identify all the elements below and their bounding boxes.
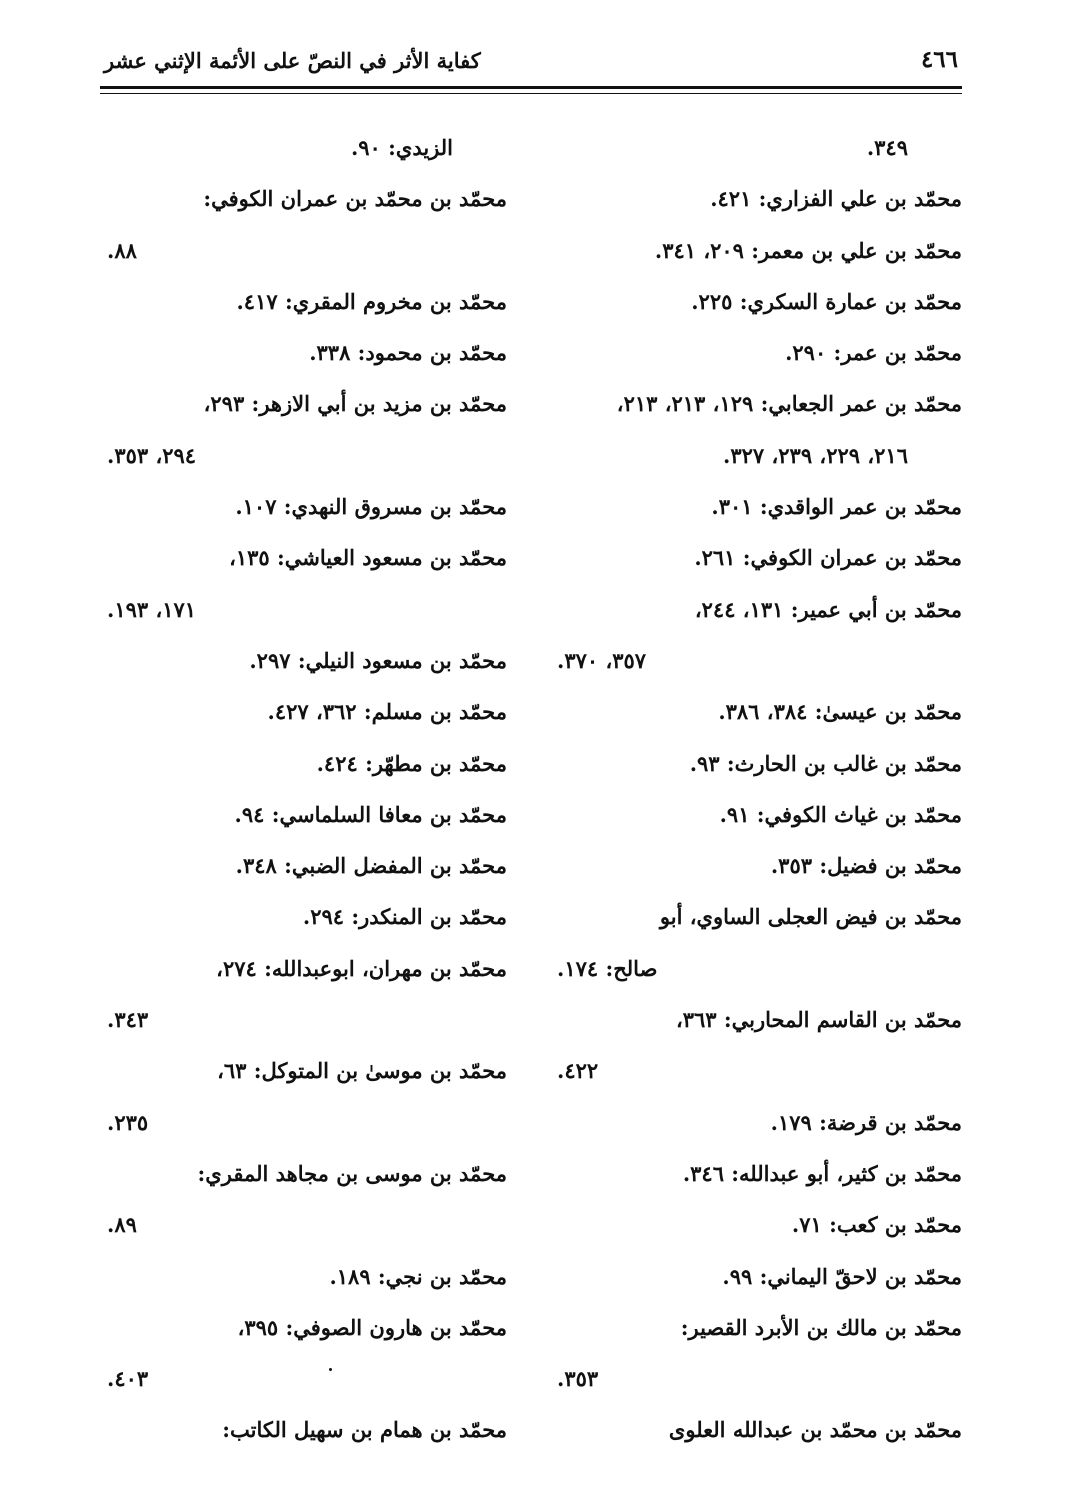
index-column-left [107,122,507,1456]
index-entry-line: محمّد بن كثير، أبو عبدالله: ٣٤٦. [682,1160,962,1186]
page-number: ٤٦٦ [920,46,958,73]
index-entry-line: ١٧١، ١٩٣. [107,596,197,622]
index-entry-line: محمّد بن عمر الواقدي: ٣٠١. [711,494,962,520]
index-entry-line: محمّد بن موسى بن مجاهد المقري: [197,1160,507,1186]
index-entry-line: محمّد بن مسعود العياشي: ١٣٥، [229,545,507,571]
header-rule-thick [100,86,962,89]
index-entry-line: محمّد بن لاحقّ اليماني: ٩٩. [722,1263,962,1289]
index-entry-line: ٣٥٣. [557,1366,599,1392]
index-entry-line: الزيدي: ٩٠. [350,135,453,160]
running-header [100,40,962,80]
index-entry-line: محمّد بن عيسىٰ: ٣٨٤، ٣٨٦. [718,699,962,725]
index-entry-line: محمّد بن غياث الكوفي: ٩١. [719,801,962,827]
index-entry-line: محمّد بن مخروم المقري: ٤١٧. [236,288,507,314]
index-entry-line: محمّد بن همام بن سهيل الكاتب: [222,1417,507,1443]
index-entry-line: ٢٣٥. [107,1109,149,1135]
index-entry-line: ٣٤٩. [866,135,908,160]
index-entry-line: صالح: ١٧٤. [557,955,658,981]
index-entry-line: محمّد بن المفضل الضبي: ٣٤٨. [235,853,507,879]
index-entry-line: محمّد بن علي الفزاري: ٤٢١. [710,186,962,212]
index-entry-line: محمّد بن المنكدر: ٢٩٤. [302,904,507,930]
index-entry-line: ٨٩. [107,1212,137,1238]
index-entry-line: محمّد بن القاسم المحاربي: ٣٦٣، [675,1007,962,1033]
index-entry-line: محمّد بن مزيد بن أبي الازهر: ٢٩٣، [203,391,507,417]
running-title: كفاية الأثر في النصّ على الأئمة الإثني عشر [104,48,481,73]
index-entry-line: ٨٨. [107,237,137,263]
index-entry-line: محمّد بن مطهّر: ٤٢٤. [316,750,507,776]
index-entry-line: محمّد بن علي بن معمر: ٢٠٩، ٣٤١. [654,237,962,263]
index-entry-line: محمّد بن معافا السلماسي: ٩٤. [234,801,507,827]
index-entry-line: محمّد بن أبي عمير: ١٣١، ٢٤٤، [694,596,962,622]
index-entry-line: ٤٠٣. [107,1366,149,1392]
print-speck [329,1368,332,1371]
header-rule-thin [100,93,962,94]
index-entry-line: محمّد بن فضيل: ٣٥٣. [770,853,962,879]
index-entry-line: محمّد بن محمّد بن عبدالله العلوى [668,1417,962,1443]
index-entry-line: محمّد بن كعب: ٧١. [791,1212,962,1238]
index-entry-line: ٢١٦، ٢٢٩، ٢٣٩، ٣٢٧. [723,442,908,468]
index-entry-line: محمّد بن قرضة: ١٧٩. [770,1109,962,1135]
index-entry-line: محمّد بن مسلم: ٣٦٢، ٤٢٧. [267,699,507,725]
index-entry-line: محمّد بن عمر الجعابي: ١٢٩، ٢١٣، ٢١٣، [616,391,962,417]
index-column-right [557,122,962,1456]
index-entry-line: محمّد بن هارون الصوفي: ٣٩٥، [237,1314,507,1340]
index-entry-line: محمّد بن عمران الكوفي: ٢٦١. [694,545,962,571]
index-entry-line: محمّد بن نجي: ١٨٩. [329,1263,507,1289]
index-entry-line: ٢٩٤، ٣٥٣. [107,442,197,468]
index-entry-line: محمّد بن محمود: ٣٣٨. [309,340,507,366]
index-entry-line: محمّد بن مهران، ابوعبدالله: ٢٧٤، [216,955,507,981]
index-entry-line: ٣٥٧، ٣٧٠. [557,647,647,673]
index-entry-line: ٣٤٣. [107,1007,149,1033]
index-entry-line: محمّد بن مسروق النهدي: ١٠٧. [235,494,507,520]
index-entry-line: محمّد بن مالك بن الأبرد القصير: [680,1314,962,1340]
index-entry-line: محمّد بن محمّد بن عمران الكوفي: [203,186,507,212]
index-entry-line: محمّد بن فيض العجلى الساوي، أبو [659,904,962,930]
index-entry-line: محمّد بن غالب بن الحارث: ٩٣. [689,750,962,776]
index-entry-line: ٤٢٢. [557,1058,599,1084]
index-entry-line: محمّد بن موسىٰ بن المتوكل: ٦٣، [217,1058,507,1084]
index-entry-line: محمّد بن مسعود النيلي: ٢٩٧. [249,647,507,673]
index-entry-line: محمّد بن عمارة السكري: ٢٢٥. [691,288,962,314]
index-entry-line: محمّد بن عمر: ٢٩٠. [785,340,962,366]
